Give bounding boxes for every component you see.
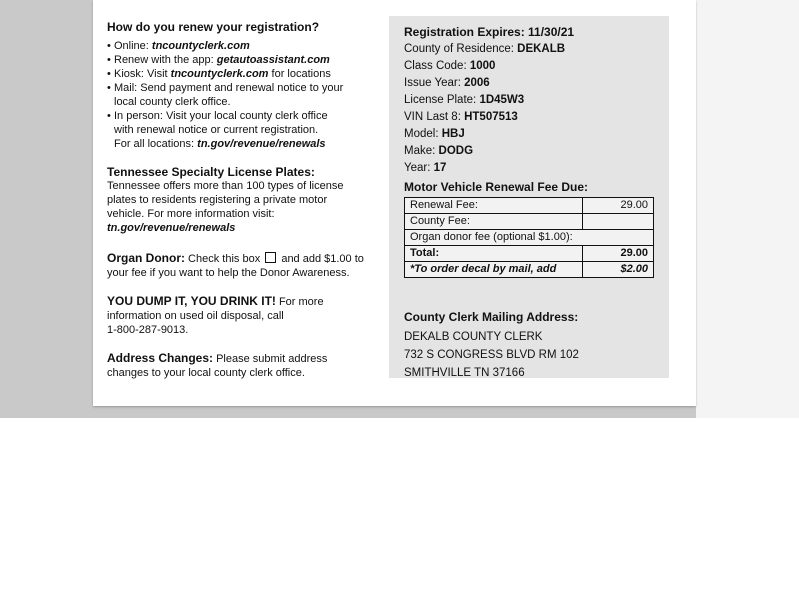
list-item-online: • Online: tncountyclerk.com [107,39,377,53]
mailing-address-title: County Clerk Mailing Address: [404,310,579,324]
organ-donor-checkbox [265,252,276,263]
table-row: County Fee: [405,214,654,230]
specialty-plates-section: Tennessee Specialty License Plates: Tennessee offers more than 100 types of license plates to residents registering a private motor vehicle. For more information visit: tn.gov/revenue/renewals [107,165,377,235]
vehicle-year: Year: 17 [404,162,447,174]
list-item-kiosk: • Kiosk: Visit tncountyclerk.com for locations [107,67,377,81]
table-row: Total: 29.00 [405,246,654,262]
renewal-fee-value: 29.00 [583,198,654,214]
app-link: getautoassistant.com [216,54,330,66]
list-item-in-person: • In person: Visit your local county clerk office with renewal notice or current registration. For all locations: tn.gov/revenue/renewals [107,109,377,151]
plates-heading: Tennessee Specialty License Plates: [107,165,315,179]
renew-options-list [107,39,377,151]
issue-year: Issue Year: 2006 [404,77,490,89]
list-item-mail: • Mail: Send payment and renewal notice to your local county clerk office. [107,81,377,109]
locations-link: tn.gov/revenue/renewals [197,138,326,150]
table-row: Organ donor fee (optional $1.00): [405,230,654,246]
table-row: *To order decal by mail, add $2.00 [405,262,654,278]
total-value: 29.00 [583,246,654,262]
table-row: Renewal Fee: 29.00 [405,198,654,214]
decal-fee-value: $2.00 [583,262,654,278]
class-code: Class Code: 1000 [404,60,496,72]
oil-disposal-label: YOU DUMP IT, YOU DRINK IT! [107,294,276,308]
organ-donor-label: Organ Donor: [107,251,185,265]
fee-table [404,197,654,278]
license-plate: License Plate: 1D45W3 [404,94,525,106]
address-changes-section: Address Changes: Please submit address changes to your local county clerk office. [107,351,328,379]
vehicle-make: Make: DODG [404,145,474,157]
registration-expires: Registration Expires: 11/30/21 [404,25,575,39]
scanner-edge [696,0,799,418]
oil-disposal-section: YOU DUMP IT, YOU DRINK IT! For more information on used oil disposal, call 1-800-287-9013. [107,294,377,337]
registration-details-panel [389,16,669,378]
oil-disposal-phone: 1-800-287-9013. [107,324,189,336]
county-fee-value [583,214,654,230]
mailing-address: County Clerk Mailing Address: DEKALB COUNTY CLERK 732 S CONGRESS BLVD RM 102 SMITHVILLE TN 37166 [404,308,659,382]
plates-link: tn.gov/revenue/renewals [107,222,236,234]
list-item-app: • Renew with the app: getautoassistant.com [107,53,377,67]
vehicle-model: Model: HBJ [404,128,465,140]
kiosk-link: tncountyclerk.com [170,68,269,80]
organ-donor-section: Organ Donor: Check this box and add $1.00 to your fee if you want to help the Donor Awareness. [107,251,364,279]
online-link: tncountyclerk.com [151,40,250,52]
renewal-info-column [107,20,377,380]
fee-due-heading: Motor Vehicle Renewal Fee Due: [404,180,589,194]
address-changes-label: Address Changes: [107,351,214,365]
county-of-residence: County of Residence: DEKALB [404,43,566,55]
vin-last-8: VIN Last 8: HT507513 [404,111,518,123]
renew-heading: How do you renew your registration? [107,20,320,34]
